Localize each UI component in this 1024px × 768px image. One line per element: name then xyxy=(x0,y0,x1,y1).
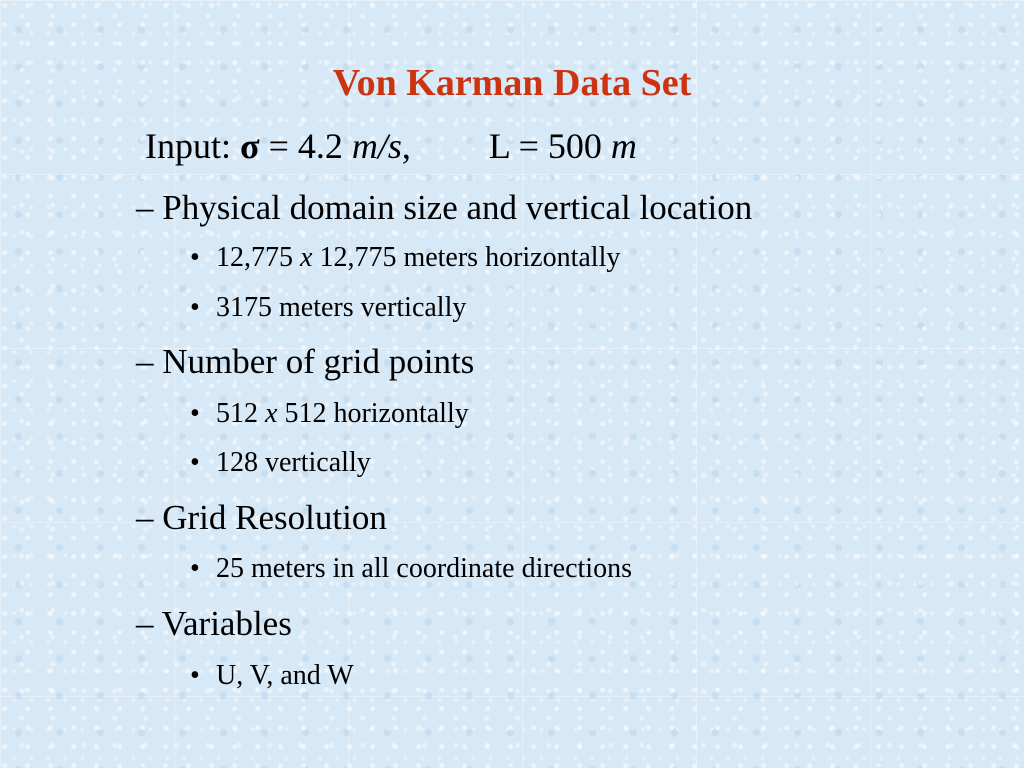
list-item: • 25 meters in all coordinate directions xyxy=(190,551,632,587)
list-item: • 12,775 x 12,775 meters horizontally xyxy=(190,240,620,276)
input-comma: , xyxy=(401,126,411,166)
sigma-value: = 4.2 xyxy=(268,126,343,166)
bullet-icon: • xyxy=(190,242,200,273)
list-item: • 128 vertically xyxy=(190,445,371,481)
bullet-icon: • xyxy=(190,553,200,584)
section-heading-resolution: – Grid Resolution xyxy=(136,498,387,537)
bullet-icon: • xyxy=(190,398,200,429)
length-scale-value: L = 500 xyxy=(488,126,602,166)
length-scale-unit: m xyxy=(610,126,637,166)
input-parameters xyxy=(145,122,637,170)
list-item: • U, V, and W xyxy=(190,658,354,694)
slide-title: Von Karman Data Set xyxy=(332,62,692,104)
bullet-icon: • xyxy=(190,447,200,478)
bullet-icon: • xyxy=(190,292,200,323)
input-label: Input: xyxy=(145,126,231,166)
section-heading-grid-points: – Number of grid points xyxy=(136,342,475,381)
sigma-unit: m/s xyxy=(351,126,402,166)
list-item: • 512 x 512 horizontally xyxy=(190,396,469,432)
section-heading-variables: – Variables xyxy=(136,604,292,643)
bullet-icon: • xyxy=(190,660,200,691)
list-item: • 3175 meters vertically xyxy=(190,290,466,326)
section-heading-domain: – Physical domain size and vertical location xyxy=(136,188,753,227)
sigma-symbol: σ xyxy=(240,126,260,166)
